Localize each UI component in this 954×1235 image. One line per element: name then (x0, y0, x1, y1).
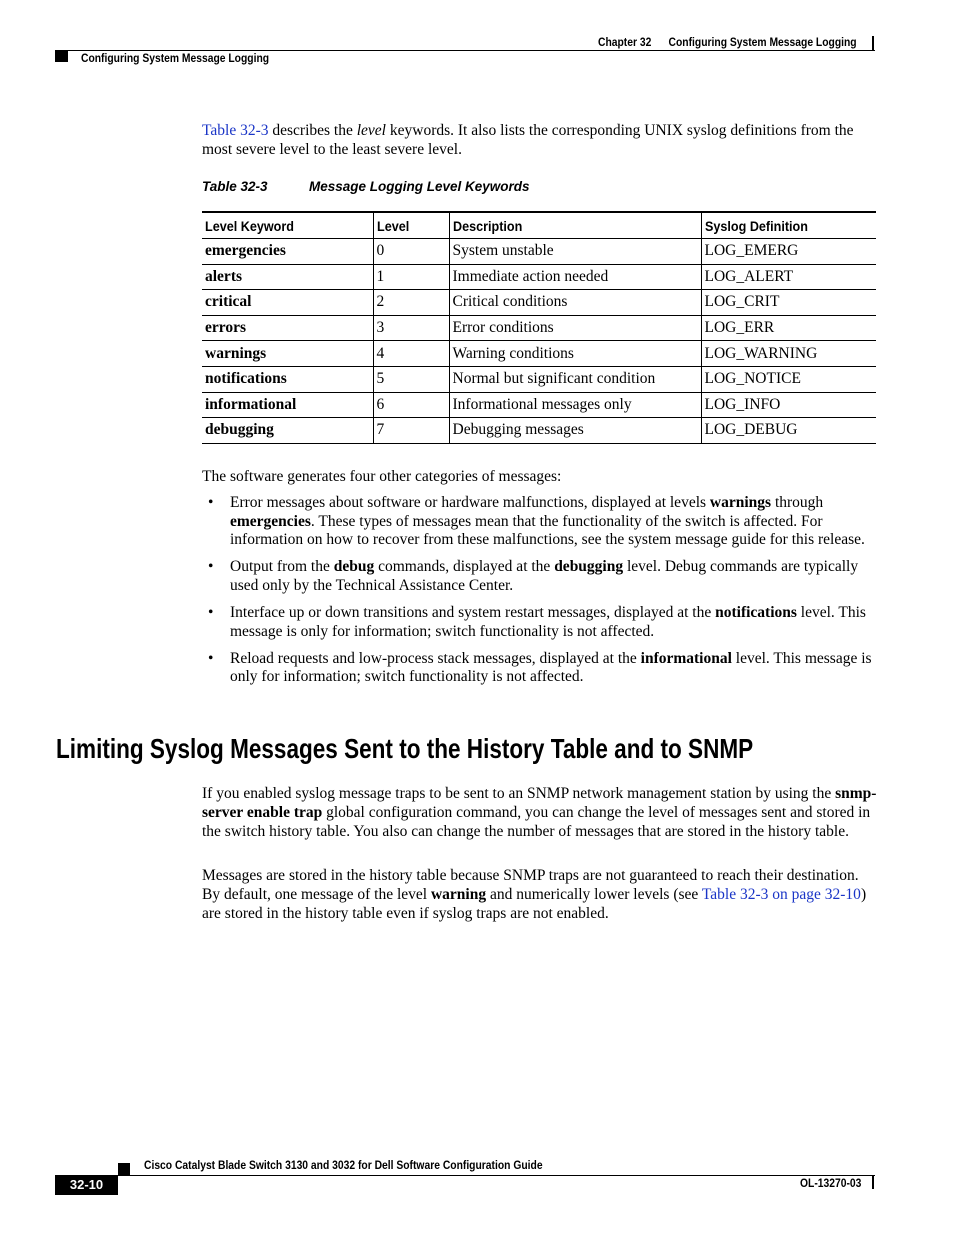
header-chapter-title: Configuring System Message Logging (668, 35, 857, 49)
table-cell: Immediate action needed (449, 264, 701, 290)
level-keywords-table (202, 211, 876, 444)
categories-list (202, 494, 878, 695)
table-cell: Error conditions (449, 315, 701, 341)
table-cell: 2 (373, 290, 449, 316)
header-marker (55, 51, 68, 62)
table-link[interactable]: Table 32-3 (202, 122, 269, 139)
table-cell: 7 (373, 418, 449, 444)
table-cell: LOG_DEBUG (701, 418, 876, 444)
table-cell: LOG_WARNING (701, 341, 876, 367)
intro-paragraph (202, 121, 878, 159)
column-header: Level (373, 212, 449, 239)
categories-intro: The software generates four other categories of messages: (202, 468, 562, 485)
table-cell: Debugging messages (449, 418, 701, 444)
table-row (202, 315, 876, 341)
table-caption-number: Table 32-3 (202, 179, 268, 194)
table-cell: LOG_ALERT (701, 264, 876, 290)
table-cell: 5 (373, 366, 449, 392)
table-cell: LOG_INFO (701, 392, 876, 418)
bullet-icon: • (208, 558, 214, 576)
table-cell: Warning conditions (449, 341, 701, 367)
footer-bar (872, 1176, 874, 1189)
table-row (202, 264, 876, 290)
column-header: Description (449, 212, 701, 239)
table-cell: LOG_NOTICE (701, 366, 876, 392)
footer-rule (118, 1175, 875, 1176)
table-cell: Critical conditions (449, 290, 701, 316)
table-header-row (202, 212, 876, 239)
table-cell: 1 (373, 264, 449, 290)
column-header: Syslog Definition (701, 212, 876, 239)
table-cell: debugging (202, 418, 373, 444)
list-item: • Output from the debug commands, displayed at the debugging level. Debug commands are typically used only by the Technical Assistance Center. (208, 558, 859, 594)
column-header: Level Keyword (202, 212, 373, 239)
list-item: • Error messages about software or hardware malfunctions, displayed at levels warnings through emergencies. These types of messages mean that the functionality of the switch is affected. For information on how to recover from these malfunctions, see the system message guide for this release. (208, 494, 865, 549)
table-caption-title: Message Logging Level Keywords (309, 179, 530, 194)
table-cell: Informational messages only (449, 392, 701, 418)
table-cell: emergencies (202, 239, 373, 265)
table-cell: notifications (202, 366, 373, 392)
table-page-link[interactable]: Table 32-3 on page 32-10 (701, 886, 861, 903)
table-row (202, 341, 876, 367)
table-cell: LOG_CRIT (701, 290, 876, 316)
intro-text: describes the (268, 122, 357, 139)
table-cell: 4 (373, 341, 449, 367)
table-row (202, 392, 876, 418)
table-cell: informational (202, 392, 373, 418)
table-caption (202, 179, 530, 194)
table-row (202, 239, 876, 265)
table-cell: warnings (202, 341, 373, 367)
table-row (202, 366, 876, 392)
doc-number: OL-13270-03 (800, 1176, 862, 1190)
table-cell: 3 (373, 315, 449, 341)
table-cell: LOG_EMERG (701, 239, 876, 265)
table-cell: 6 (373, 392, 449, 418)
section-heading: Limiting Syslog Messages Sent to the History Table and to SNMP (56, 733, 754, 764)
header-section: Configuring System Message Logging (81, 51, 270, 65)
intro-italic: level (356, 122, 386, 139)
section-paragraph-2: Messages are stored in the history table because SNMP traps are not guaranteed to reach their destination. By default, one message of the level warning and numerically lower levels (see Table 32-3 on page 32-10) are stored in the history table even if syslog traps are not enabled. (202, 867, 867, 922)
section-paragraph-1: If you enabled syslog message traps to be sent to an SNMP network management station by using the snmp-server enable trap global configuration command, you can change the level of messages sent and stored in the switch history table. You also can change the number of messages that are stored in the history table. (202, 785, 877, 840)
header-chapter: Chapter 32 (598, 35, 652, 49)
table-cell: 0 (373, 239, 449, 265)
running-header (598, 35, 857, 49)
intro-text: keywords. It also lists the corresponding UNIX syslog definitions from the most severe level to the least severe level. (202, 122, 854, 158)
table-cell: Normal but significant condition (449, 366, 701, 392)
list-item: • Interface up or down transitions and system restart messages, displayed at the notifications level. This message is only for information; switch functionality is not affected. (208, 603, 866, 640)
bullet-icon: • (208, 649, 214, 667)
table-cell: errors (202, 315, 373, 341)
table-row (202, 418, 876, 444)
footer-marker (118, 1163, 130, 1175)
table-cell: alerts (202, 264, 373, 290)
list-item: • Reload requests and low-process stack messages, displayed at the informational level. This message is only for information; switch functionality is not affected. (208, 649, 872, 686)
footer-title: Cisco Catalyst Blade Switch 3130 and 3032 for Dell Software Configuration Guide (144, 1158, 543, 1172)
page-number: 32-10 (55, 1175, 118, 1195)
bullet-icon: • (208, 494, 214, 511)
table-row (202, 290, 876, 316)
table-cell: LOG_ERR (701, 315, 876, 341)
table-cell: System unstable (449, 239, 701, 265)
table-cell: critical (202, 290, 373, 316)
header-bar (872, 36, 874, 50)
bullet-icon: • (208, 603, 214, 621)
